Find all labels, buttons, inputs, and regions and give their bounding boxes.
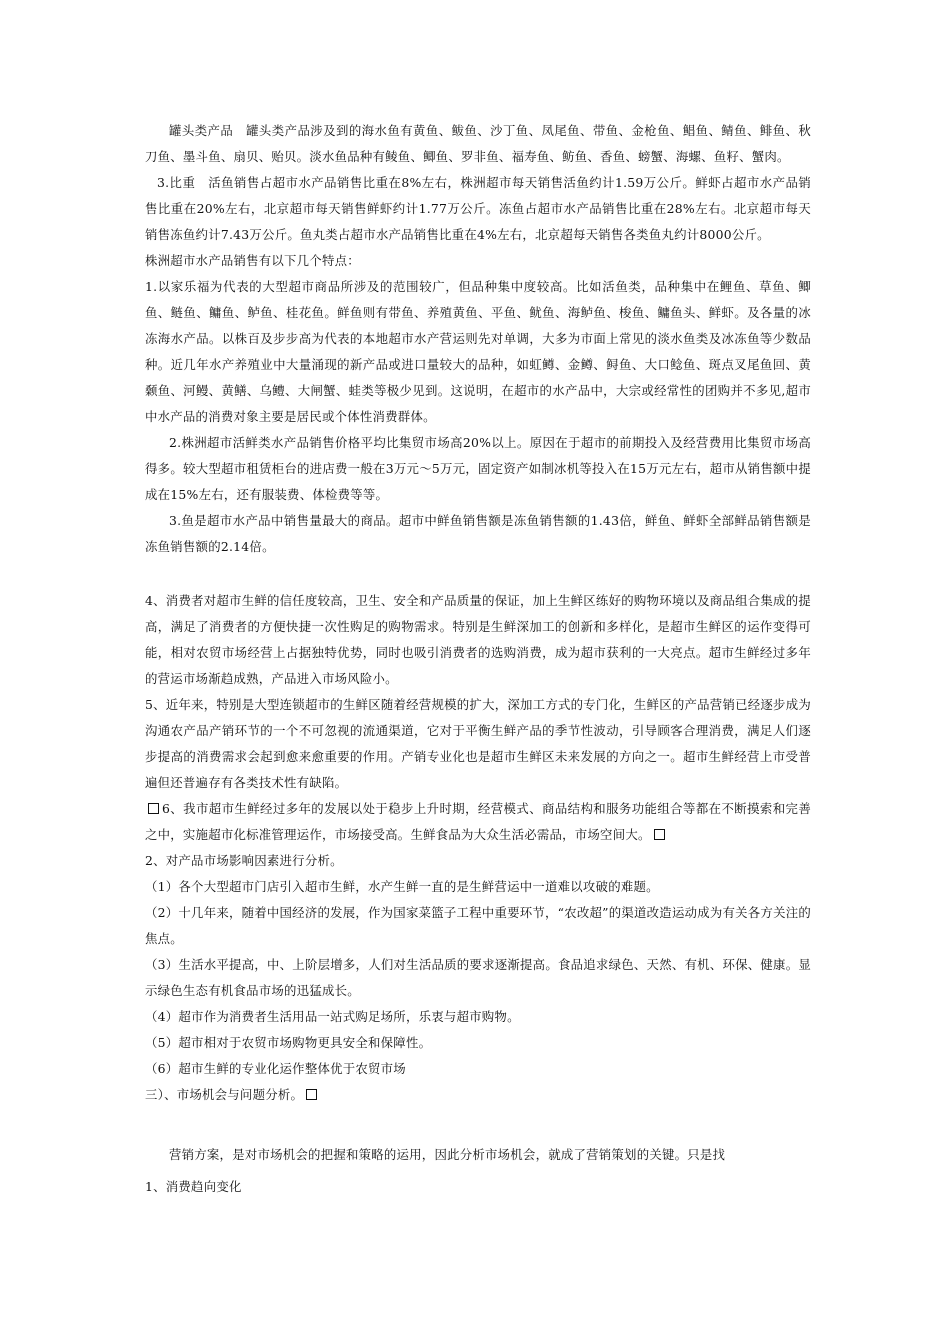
- paragraph-features-intro: 株洲超市水产品销售有以下几个特点：: [145, 253, 360, 268]
- checkbox-glyph-icon: [148, 803, 159, 814]
- paragraph-marketing-plan: 营销方案，是对市场机会的把握和策略的运用，因此分析市场机会，就成了营销策划的关键。只是找: [169, 1147, 726, 1162]
- checkbox-glyph-icon: [306, 1089, 317, 1100]
- paragraph-point-6-text: 6、我市超市生鲜经过多年的发展以处于稳步上升时期，经营模式、商品结构和服务功能组合等都在不断摸索和完善之中，实施超市化标准管理运作，市场接受高。生鲜食品为大众生活必需品，市场空间大。: [145, 801, 811, 842]
- heading-consumption-trend: 1、消费趋向变化: [145, 1179, 242, 1194]
- checkbox-glyph-icon: [654, 829, 665, 840]
- list-item-factor-3: （3）生活水平提高，中、上阶层增多，人们对生活品质的要求逐渐提高。食品追求绿色、天然、有机、环保、健康。显示绿色生态有机食品市场的迅猛成长。: [145, 957, 811, 998]
- paragraph-feature-1: 1.以家乐福为代表的大型超市商品所涉及的范围较广，但品种集中度较高。比如活鱼类，品种集中在鲤鱼、草鱼、鲫鱼、鲢鱼、鳙鱼、鲈鱼、桂花鱼。鲜鱼则有带鱼、养殖黄鱼、平鱼、鱿鱼、海鲈鱼、梭鱼、鳙鱼头、鲜虾。及各量的冰冻海水产品。以株百及步步高为代表的本地超市水产营运则先对单调，大多为市面上常见的淡水鱼类及冰冻鱼等少数品种。近几年水产养殖业中大量涌现的新产品或进口量较大的品种，如虹鳟、金鳟、鲟鱼、大口鲶鱼、斑点叉尾鱼回、黄颡鱼、河鳗、黄鳝、乌鳢、大闸蟹、蛙类等极少见到。这说明，在超市的水产品中，大宗或经常性的团购并不多见,超市中水产品的消费对象主要是居民或个体性消费群体。: [145, 279, 811, 424]
- paragraph-proportion: 3.比重 活鱼销售占超市水产品销售比重在8%左右，株洲超市每天销售活鱼约计1.59万公斤。鲜虾占超市水产品销售比重在20%左右，北京超市每天销售鲜虾约计1.77万公斤。冻鱼占超市水产品销售比重在28%左右。北京超市每天销售冻鱼约计7.43万公斤。鱼丸类占超市水产品销售比重在4%左右，北京超每天销售各类鱼丸约计8000公斤。: [145, 175, 811, 242]
- paragraph-feature-3: 3.鱼是超市水产品中销售量最大的商品。超市中鲜鱼销售额是冻鱼销售额的1.43倍，鲜鱼、鲜虾全部鲜品销售额是冻鱼销售额的2.14倍。: [145, 513, 811, 554]
- paragraph-canned-products: 罐头类产品 罐头类产品涉及到的海水鱼有黄鱼、鲅鱼、沙丁鱼、凤尾鱼、带鱼、金枪鱼、鲳鱼、鲭鱼、鲱鱼、秋刀鱼、墨斗鱼、扇贝、贻贝。淡水鱼品种有鲮鱼、鲫鱼、罗非鱼、福寿鱼、鲂鱼、香鱼、螃蟹、海螺、鱼籽、蟹肉。: [145, 123, 811, 164]
- heading-opportunity-analysis: [145, 1082, 811, 1108]
- heading-opportunity-analysis-text: 三）、市场机会与问题分析。: [145, 1087, 304, 1102]
- paragraph-point-5: 5、近年来，特别是大型连锁超市的生鲜区随着经营规模的扩大，深加工方式的专门化，生鲜区的产品营销已经逐步成为沟通农产品产销环节的一个不可忽视的流通渠道，它对于平衡生鲜产品的季节性波动，引导顾客合理消费，满足人们逐步提高的消费需求会起到愈来愈重要的作用。产销专业化也是超市生鲜区未来发展的方向之一。超市生鲜经营上市受普遍但还普遍存有各类技术性有缺陷。: [145, 697, 811, 790]
- paragraph-feature-2: 2.株洲超市活鲜类水产品销售价格平均比集贸市场高20%以上。原因在于超市的前期投入及经营费用比集贸市场高得多。较大型超市租赁柜台的进店费一般在3万元～5万元，固定资产如制冰机等投入在15万元左右，超市从销售额中提成在15%左右，还有服装费、体检费等等。: [145, 435, 811, 502]
- list-item-factor-4: （4）超市作为消费者生活用品一站式购足场所，乐衷与超市购物。: [145, 1009, 520, 1024]
- paragraph-point-4: 4、消费者对超市生鲜的信任度较高，卫生、安全和产品质量的保证，加上生鲜区练好的购物环境以及商品组合集成的提高，满足了消费者的方便快捷一次性购足的购物需求。特别是生鲜深加工的创新和多样化，是超市生鲜区的运作变得可能，相对农贸市场经营上占据独特优势，同时也吸引消费者的选购消费，成为超市获利的一大亮点。超市生鲜经过多年的营运市场渐趋成熟，产品进入市场风险小。: [145, 593, 811, 686]
- list-item-factor-1: （1）各个大型超市门店引入超市生鲜，水产生鲜一直的是生鲜营运中一道难以攻破的难题。: [145, 879, 659, 894]
- document-body: [145, 118, 811, 1200]
- heading-market-factors: 2、对产品市场影响因素进行分析。: [145, 853, 343, 868]
- list-item-factor-2: （2）十几年来，随着中国经济的发展，作为国家菜篮子工程中重要环节，“农改超”的渠道改造运动成为有关各方关注的焦点。: [145, 905, 811, 946]
- list-item-factor-6: （6）超市生鲜的专业化运作整体优于农贸市场: [145, 1061, 406, 1076]
- list-item-factor-5: （5）超市相对于农贸市场购物更具安全和保障性。: [145, 1035, 432, 1050]
- paragraph-point-6: [145, 796, 811, 848]
